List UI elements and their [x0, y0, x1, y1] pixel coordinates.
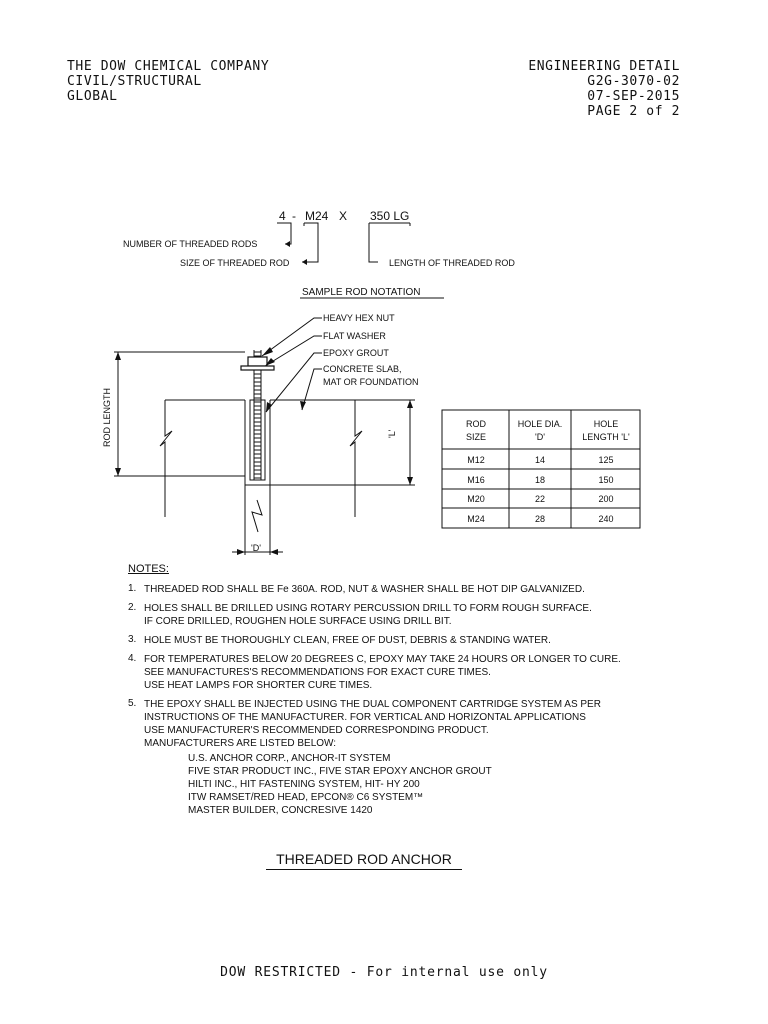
- note-line: MANUFACTURERS ARE LISTED BELOW:: [144, 738, 337, 749]
- count-underline: [277, 223, 291, 244]
- manufacturer-list: [188, 752, 601, 817]
- doc-number: G2G-3070-02: [587, 74, 680, 89]
- company-name: THE DOW CHEMICAL COMPANY: [67, 59, 270, 74]
- detail-title: THREADED ROD ANCHOR: [266, 851, 462, 870]
- note-item: [128, 698, 648, 817]
- label-rod-length: ROD LENGTH: [102, 387, 112, 447]
- notation-size: M24: [305, 209, 329, 223]
- table-cell: 28: [534, 514, 546, 524]
- note-item: [128, 653, 648, 692]
- break-right: [350, 400, 362, 517]
- note-number: 5.: [128, 698, 137, 709]
- table-cell: 18: [534, 475, 546, 485]
- label-l-dim: 'L': [387, 429, 397, 438]
- label-number-of-rods: NUMBER OF THREADED RODS: [123, 239, 258, 249]
- table-cell: M12: [467, 455, 485, 465]
- note-number: 1.: [128, 583, 137, 594]
- note-line: THREADED ROD SHALL BE Fe 360A. ROD, NUT & WASHER SHALL BE HOT DIP GALVANIZED.: [144, 584, 585, 595]
- sample-notation-caption: SAMPLE ROD NOTATION: [302, 287, 421, 298]
- note-line: USE MANUFACTURER'S RECOMMENDED CORRESPONDING PRODUCT.: [144, 725, 489, 736]
- length-bracket: [369, 223, 410, 262]
- note-item: [128, 602, 648, 628]
- manufacturer: U.S. ANCHOR CORP., ANCHOR-IT SYSTEM: [188, 753, 391, 764]
- note-item: [128, 634, 648, 647]
- label-length-of-rod: LENGTH OF THREADED ROD: [389, 258, 515, 268]
- label-heavy-hex-nut: HEAVY HEX NUT: [323, 313, 395, 323]
- label-flat-washer: FLAT WASHER: [323, 331, 386, 341]
- note-line: USE HEAT LAMPS FOR SHORTER CURE TIMES.: [144, 680, 373, 691]
- epoxy-grout: [250, 400, 265, 480]
- table-cell: 125: [598, 455, 614, 465]
- table-cell: 240: [598, 514, 614, 524]
- note-number: 2.: [128, 602, 137, 613]
- table-cell: M24: [467, 514, 485, 524]
- table-cell: 14: [534, 455, 546, 465]
- note-line: SEE MANUFACTURES'S RECOMMENDATIONS FOR EXACT CURE TIMES.: [144, 667, 491, 678]
- table-header-d: 'D': [535, 432, 545, 442]
- label-size-of-rod: SIZE OF THREADED ROD: [180, 258, 290, 268]
- manufacturer: FIVE STAR PRODUCT INC., FIVE STAR EPOXY ANCHOR GROUT: [188, 766, 492, 777]
- table-header-size: SIZE: [465, 432, 487, 442]
- manufacturer: MASTER BUILDER, CONCRESIVE 1420: [188, 805, 373, 816]
- label-concrete-2: MAT OR FOUNDATION: [323, 377, 419, 387]
- note-item: [128, 583, 648, 596]
- note-line: FOR TEMPERATURES BELOW 20 DEGREES C, EPOXY MAY TAKE 24 HOURS OR LONGER TO CURE.: [144, 654, 621, 665]
- heavy-hex-nut: [248, 357, 267, 366]
- note-line: INSTRUCTIONS OF THE MANUFACTURER. FOR VERTICAL AND HORIZONTAL APPLICATIONS: [144, 712, 586, 723]
- notation-x: X: [339, 209, 348, 223]
- hole-break: [252, 500, 262, 532]
- table-cell: 22: [534, 494, 546, 504]
- table-header-hole: HOLE: [593, 419, 619, 429]
- page-number: PAGE 2 of 2: [587, 104, 680, 119]
- label-epoxy-grout: EPOXY GROUT: [323, 348, 389, 358]
- label-concrete-1: CONCRETE SLAB,: [323, 364, 402, 374]
- note-line: IF CORE DRILLED, ROUGHEN HOLE SURFACE USING DRILL BIT.: [144, 616, 452, 627]
- notation-dash: -: [292, 209, 296, 223]
- table-cell: M20: [467, 494, 485, 504]
- size-bracket: [302, 223, 318, 262]
- note-line: HOLES SHALL BE DRILLED USING ROTARY PERCUSSION DRILL TO FORM ROUGH SURFACE.: [144, 603, 592, 614]
- notes-section: [128, 563, 648, 823]
- note-number: 4.: [128, 653, 137, 664]
- notation-length: 350 LG: [370, 209, 410, 223]
- note-line: HOLE MUST BE THOROUGHLY CLEAN, FREE OF DUST, DEBRIS & STANDING WATER.: [144, 635, 551, 646]
- note-number: 3.: [128, 634, 137, 645]
- label-d-dim: 'D': [251, 543, 261, 553]
- notes-title: NOTES:: [128, 563, 169, 575]
- table-cell: 200: [598, 494, 614, 504]
- restricted-notice: DOW RESTRICTED - For internal use only: [220, 965, 548, 980]
- break-left: [160, 400, 172, 517]
- table-header-rod: ROD: [466, 419, 486, 429]
- note-line: THE EPOXY SHALL BE INJECTED USING THE DUAL COMPONENT CARTRIDGE SYSTEM AS PER: [144, 699, 601, 710]
- manufacturer: ITW RAMSET/RED HEAD, EPCON® C6 SYSTEM™: [188, 792, 424, 803]
- table-cell: M16: [467, 475, 485, 485]
- table-header-length-l: LENGTH 'L': [582, 432, 630, 442]
- notation-count: 4: [279, 209, 286, 223]
- doc-date: 07-SEP-2015: [587, 89, 680, 104]
- doc-type: ENGINEERING DETAIL: [528, 59, 680, 74]
- table-header-hole-dia: HOLE DIA.: [517, 419, 563, 429]
- manufacturer: HILTI INC., HIT FASTENING SYSTEM, HIT- HY 200: [188, 779, 420, 790]
- department: CIVIL/STRUCTURAL: [67, 74, 202, 89]
- region: GLOBAL: [67, 89, 118, 104]
- flat-washer: [241, 366, 274, 370]
- table-cell: 150: [598, 475, 614, 485]
